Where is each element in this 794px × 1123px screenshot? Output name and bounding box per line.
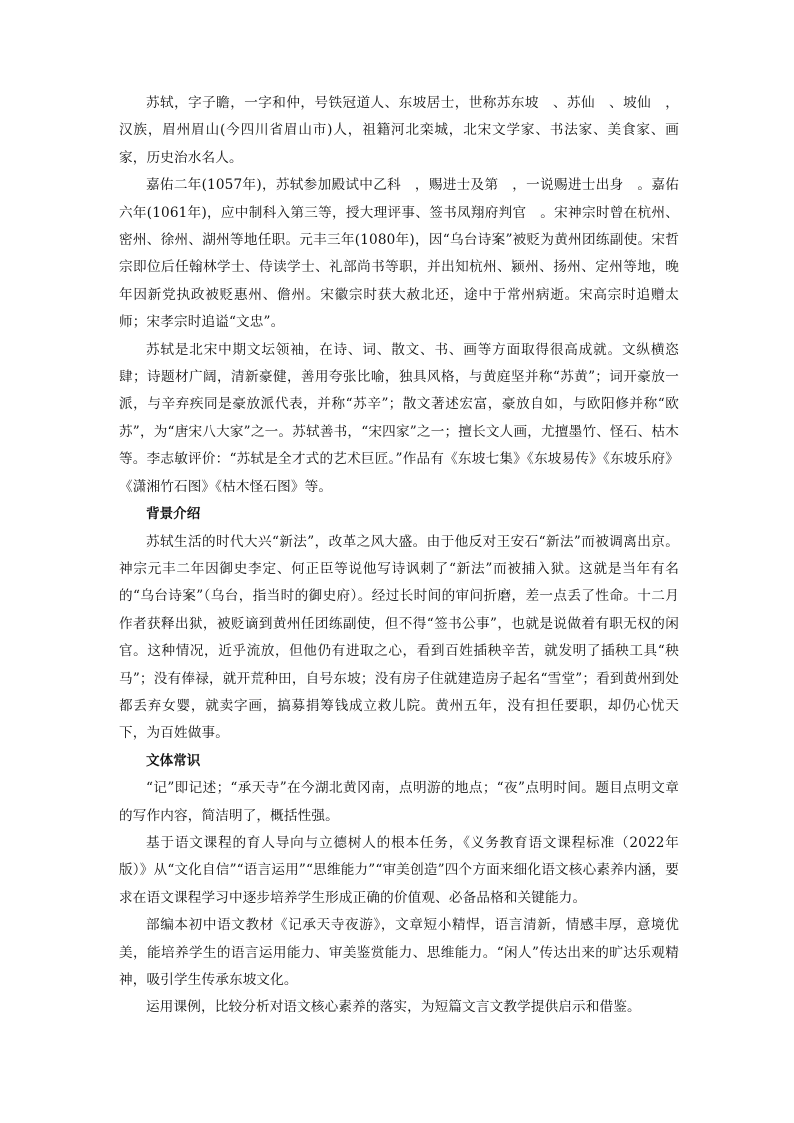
genre-paragraph-1: “记”即记述；“承天寺”在今湖北黄冈南，点明游的地点；“夜”点明时间。题目点明文章的写作内容，简洁明了，概括性强。 bbox=[119, 780, 679, 824]
section-heading-background: 背景介绍 bbox=[146, 506, 201, 523]
biography-paragraph-2: 嘉佑二年(1057年)，苏轼参加殿试中乙科 ，赐进士及第 ，一说赐进士出身 。嘉佑六年(1061年)，应中制科入第三等，授大理评事、签书凤翔府判官 。宋神宗时曾在杭州、密州、徐州、湖州等地任职。元丰三年(1080年)，因“乌台诗案”被贬为黄州团练副使。宋哲宗即位后任翰林学士、侍读学士、礼部尚书等职，并出知杭州、颍州、扬州、定州等地，晚年因新党执政被贬惠州、儋州。宋徽宗时获大赦北还，途中于常州病逝。宋高宗时追赠太师；宋孝宗时追谥“文忠”。 bbox=[119, 177, 679, 331]
genre-paragraph-2: 基于语文课程的育人导向与立德树人的根本任务，《义务教育语文课程标准（2022年版）》从“文化自信”“语言运用”“思维能力”“审美创造”四个方面来细化语文核心素养内涵，要求在语文课程学习中逐步培养学生形成正确的价值观、必备品格和关键能力。 bbox=[119, 834, 679, 906]
biography-paragraph-3: 苏轼是北宋中期文坛领袖，在诗、词、散文、书、画等方面取得很高成就。文纵横恣肆；诗题材广阔，清新豪健，善用夸张比喻，独具风格，与黄庭坚并称“苏黄”；词开豪放一派，与辛弃疾同是豪放派代表，并称“苏辛”；散文著述宏富，豪放自如，与欧阳修并称“欧苏”，为“唐宋八大家”之一。苏轼善书，“宋四家”之一；擅长文人画，尤擅墨竹、怪石、枯木等。李志敏评价：“苏轼是全才式的艺术巨匠。”作品有《东坡七集》《东坡易传》《东坡乐府》《潇湘竹石图》《枯木怪石图》等。 bbox=[119, 341, 679, 495]
document-page bbox=[119, 90, 679, 1022]
section-heading-genre: 文体常识 bbox=[146, 752, 201, 769]
biography-paragraph-1: 苏轼，字子瞻，一字和仲，号铁冠道人、东坡居士，世称苏东坡 、苏仙 、坡仙 ，汉族，眉州眉山(今四川省眉山市)人，祖籍河北栾城，北宋文学家、书法家、美食家、画家，历史治水名人。 bbox=[119, 95, 679, 166]
background-paragraph: 苏轼生活的时代大兴“新法”，改革之风大盛。由于他反对王安石“新法”而被调离出京。神宗元丰二年因御史李定、何正臣等说他写诗讽刺了“新法”而被捕入狱。这就是当年有名的“乌台诗案”（乌台，指当时的御史府）。经过长时间的审问折磨，差一点丢了性命。十二月作者获释出狱，被贬谪到黄州任团练副使，但不得“签书公事”，也就是说做着有职无权的闲官。这种情况，近乎流放，但他仍有进取之心，看到百姓插秧辛苦，就发明了插秧工具“秧马”；没有俸禄，就开荒种田，自号东坡；没有房子住就建造房子起名“雪堂”；看到黄州到处都丢弃女婴，就卖字画，搞募捐筹钱成立救儿院。黄州五年，没有担任要职，却仍心忧天下，为百姓做事。 bbox=[119, 533, 679, 742]
genre-paragraph-4: 运用课例，比较分析对语文核心素养的落实，为短篇文言文教学提供启示和借鉴。 bbox=[146, 999, 641, 1016]
genre-paragraph-3: 部编本初中语文教材《记承天寺夜游》，文章短小精悍，语言清新，情感丰厚，意境优美，能培养学生的语言运用能力、审美鉴赏能力、思维能力。“闲人”传达出来的旷达乐观精神，吸引学生传承东坡文化。 bbox=[119, 917, 679, 988]
